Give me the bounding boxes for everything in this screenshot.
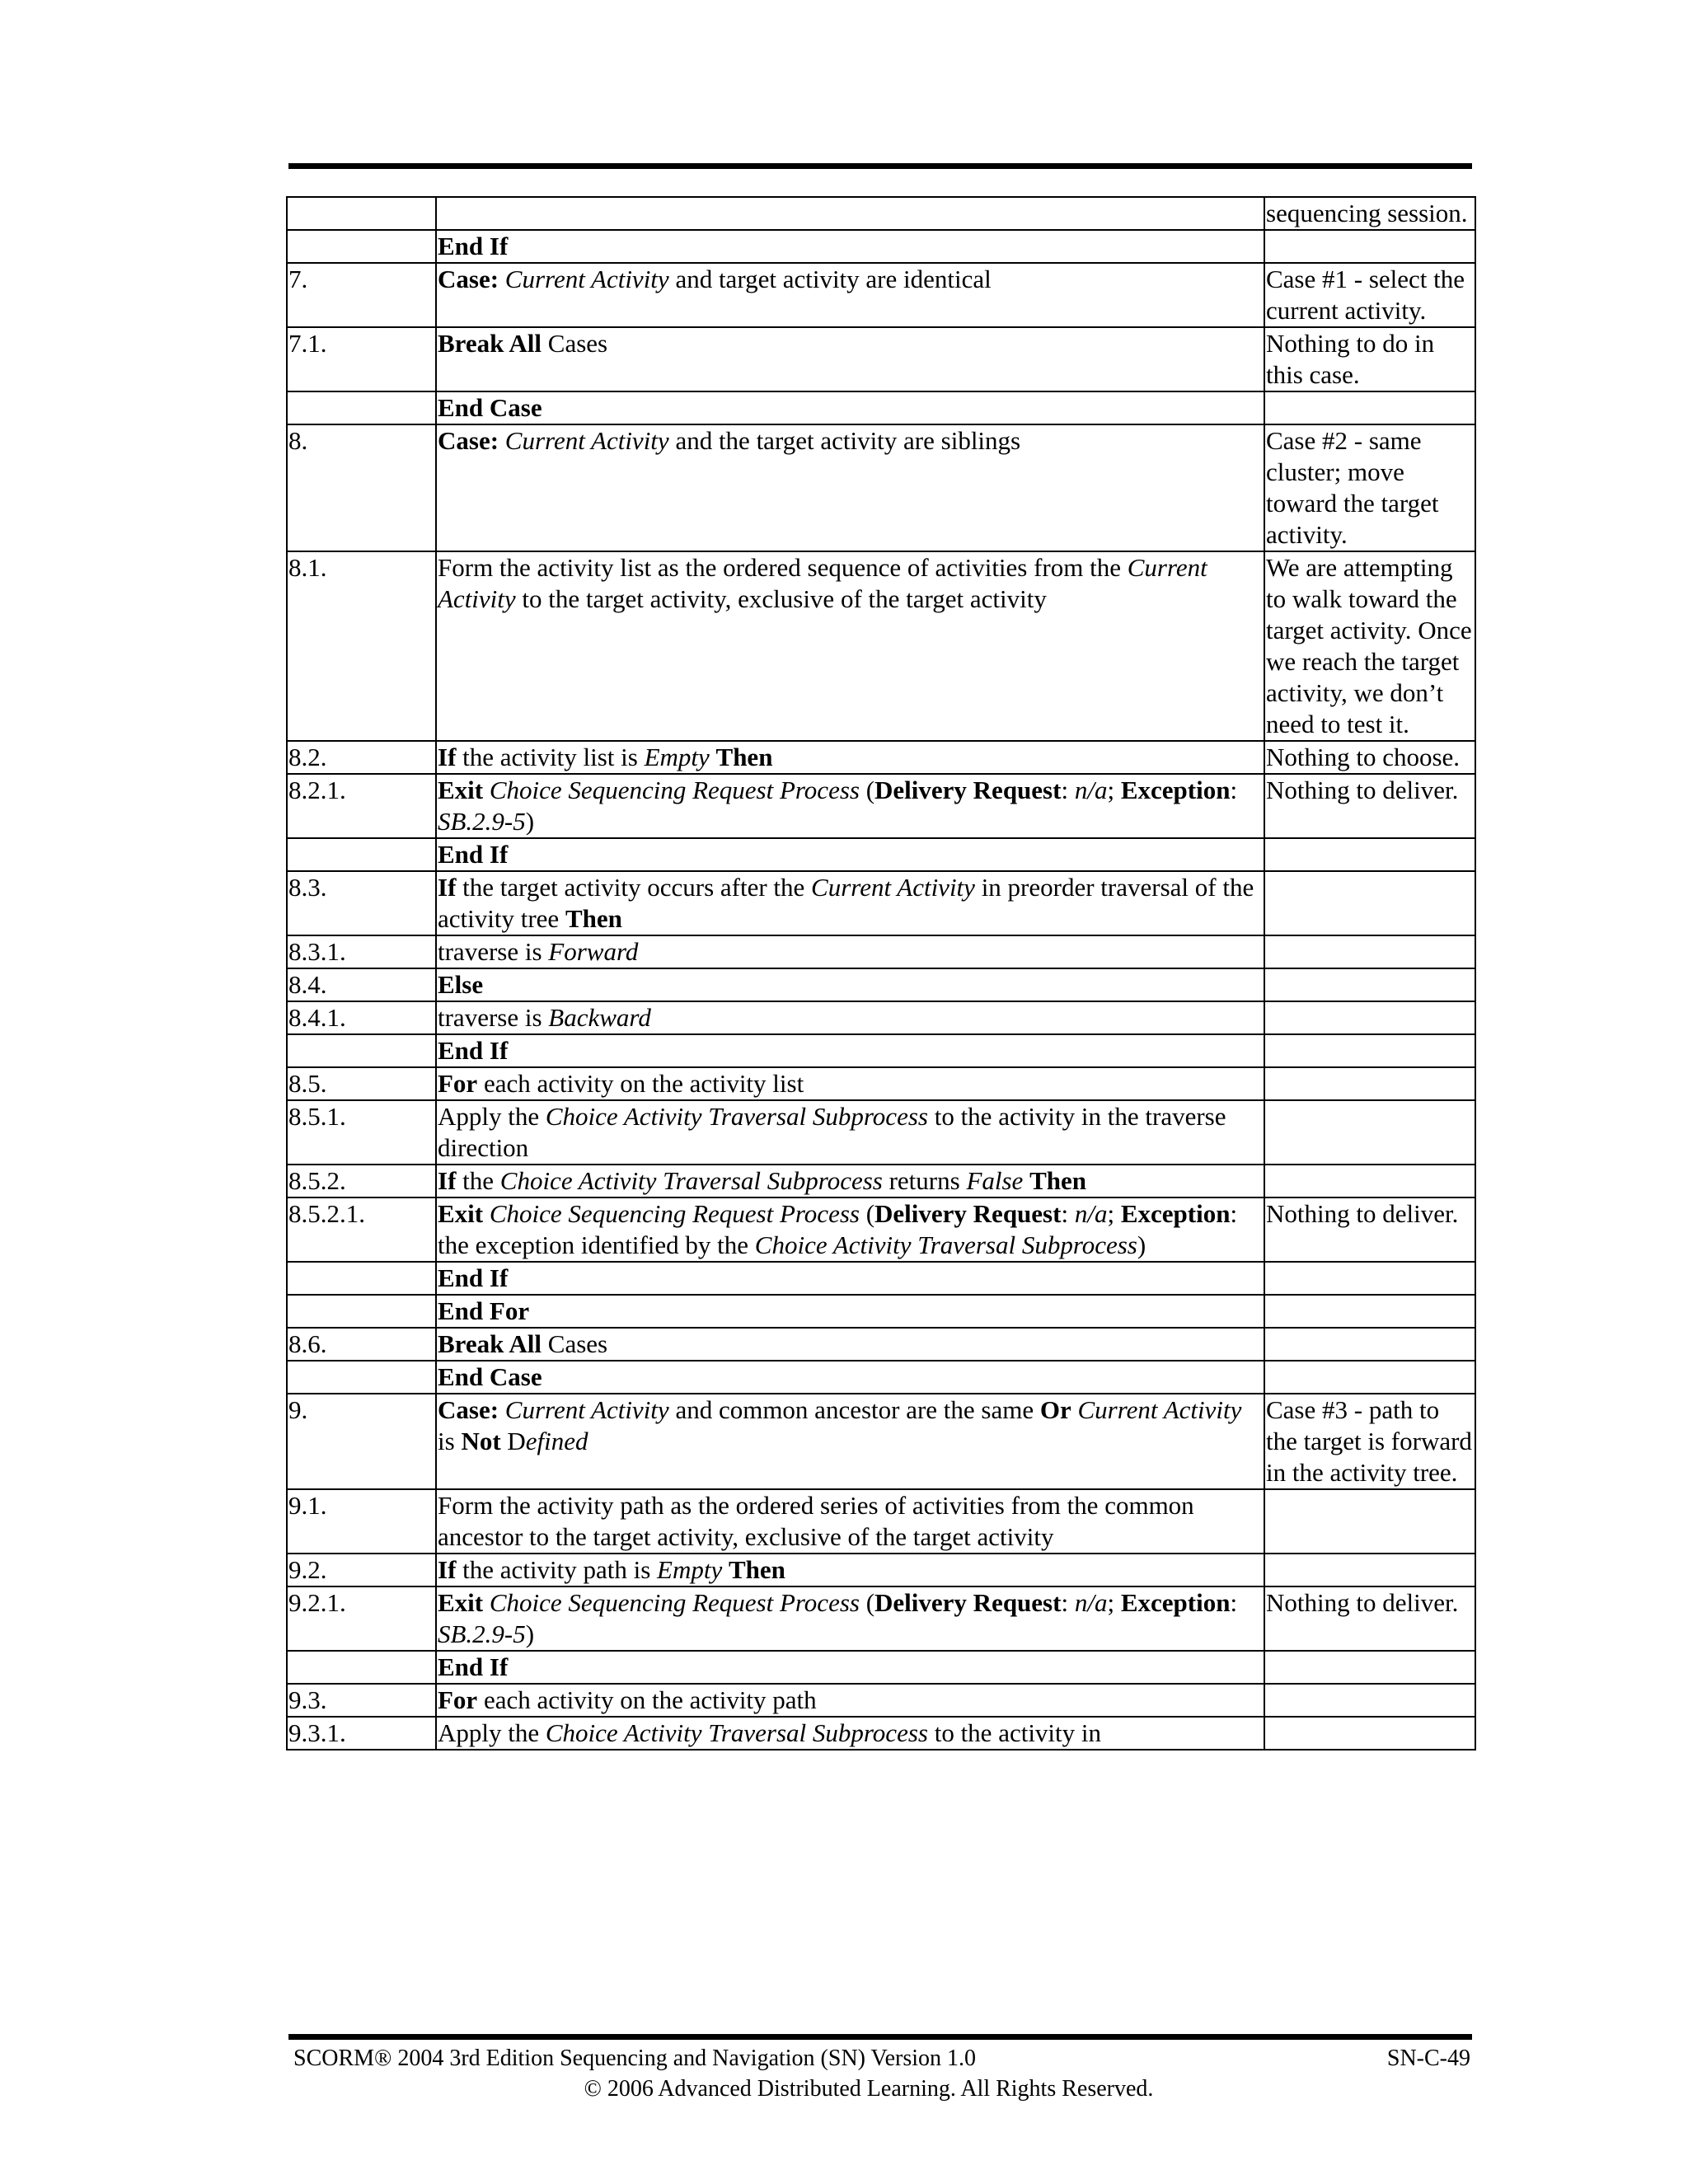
step-number: 8.2.: [287, 741, 436, 774]
step-comment: Case #3 - path to the target is forward in the activity tree.: [1264, 1394, 1475, 1489]
emphasis: n/a: [1074, 776, 1108, 804]
table-row: [287, 327, 1475, 391]
keyword: End If: [438, 1036, 509, 1065]
table-row: [287, 1034, 1475, 1067]
table-row: [287, 551, 1475, 741]
text-run: [499, 426, 505, 455]
text-run: (: [859, 1199, 875, 1228]
keyword: Case:: [438, 1395, 499, 1424]
text-run: each activity on the activity list: [477, 1069, 804, 1098]
keyword: Exit: [438, 1588, 484, 1617]
emphasis: Choice Sequencing Request Process: [489, 1588, 860, 1617]
step-number: [287, 1034, 436, 1067]
step-text: [436, 1717, 1264, 1750]
table-row: [287, 1717, 1475, 1750]
text-run: Apply the: [438, 1102, 546, 1131]
step-text: [436, 230, 1264, 263]
step-comment: [1264, 1001, 1475, 1034]
table-row: [287, 741, 1475, 774]
keyword: Delivery Request: [874, 1199, 1062, 1228]
step-number: 7.: [287, 263, 436, 327]
keyword: Then: [715, 743, 773, 771]
table-row: [287, 1100, 1475, 1165]
step-text: [436, 1262, 1264, 1295]
step-number: 7.1.: [287, 327, 436, 391]
step-comment: [1264, 1717, 1475, 1750]
text-run: the target activity occurs after the: [456, 873, 812, 902]
emphasis: Empty: [644, 743, 710, 771]
emphasis: Choice Activity Traversal Subprocess: [754, 1230, 1137, 1259]
text-run: in preorder traversal of the activity tree: [438, 873, 1254, 933]
step-text: [436, 1361, 1264, 1394]
keyword: Then: [565, 904, 622, 933]
emphasis: SB.2.9-5: [438, 1619, 526, 1648]
step-number: [287, 391, 436, 424]
step-comment: [1264, 1067, 1475, 1100]
keyword: Then: [728, 1555, 785, 1584]
step-text: [436, 1684, 1264, 1717]
emphasis: Choice Sequencing Request Process: [489, 1199, 860, 1228]
table-row: [287, 871, 1475, 935]
step-comment: sequencing session.: [1264, 197, 1475, 230]
step-comment: [1264, 230, 1475, 263]
step-comment: [1264, 1165, 1475, 1197]
text-run: [499, 265, 505, 293]
table-row: [287, 263, 1475, 327]
step-number: 8.2.1.: [287, 774, 436, 838]
text-run: : the exception identified by the: [438, 1199, 1238, 1259]
text-run: :: [1061, 1588, 1075, 1617]
table-row: [287, 774, 1475, 838]
keyword: End If: [438, 840, 509, 869]
step-number: 9.3.1.: [287, 1717, 436, 1750]
keyword: Exit: [438, 1199, 484, 1228]
step-text: [436, 1034, 1264, 1067]
step-number: 9.2.1.: [287, 1586, 436, 1651]
text-run: (: [859, 776, 875, 804]
emphasis: Forward: [548, 937, 639, 966]
step-number: [287, 197, 436, 230]
table-row: [287, 968, 1475, 1001]
step-number: 8.5.2.: [287, 1165, 436, 1197]
step-text: [436, 838, 1264, 871]
emphasis: Current Activity: [438, 553, 1207, 613]
step-number: 8.1.: [287, 551, 436, 741]
header-rule: [288, 163, 1472, 169]
table-row: [287, 230, 1475, 263]
step-number: [287, 1651, 436, 1684]
keyword: Then: [1029, 1166, 1086, 1195]
keyword: End If: [438, 1652, 509, 1681]
step-comment: [1264, 935, 1475, 968]
step-text: [436, 871, 1264, 935]
table-row: [287, 1554, 1475, 1586]
table-row: [287, 424, 1475, 551]
emphasis: n/a: [1074, 1199, 1108, 1228]
table-row: [287, 1651, 1475, 1684]
keyword: Break All: [438, 329, 542, 358]
step-number: 9.: [287, 1394, 436, 1489]
step-number: [287, 1295, 436, 1328]
footer-title: SCORM® 2004 3rd Edition Sequencing and Navigation (SN) Version 1.0: [293, 2046, 977, 2071]
keyword: Else: [438, 970, 484, 999]
step-comment: [1264, 871, 1475, 935]
table-row: [287, 1684, 1475, 1717]
step-number: 9.3.: [287, 1684, 436, 1717]
table-row: [287, 1001, 1475, 1034]
keyword: If: [438, 1166, 457, 1195]
text-run: :: [1230, 1588, 1238, 1617]
step-text: [436, 935, 1264, 968]
step-comment: Case #2 - same cluster; move toward the target activity.: [1264, 424, 1475, 551]
emphasis: Current Activity: [1077, 1395, 1242, 1424]
text-run: Apply the: [438, 1718, 546, 1747]
keyword: Exception: [1120, 776, 1231, 804]
keyword: End Case: [438, 1362, 542, 1391]
table-row: [287, 1262, 1475, 1295]
step-comment: [1264, 838, 1475, 871]
text-run: Cases: [542, 1329, 608, 1358]
step-number: 9.2.: [287, 1554, 436, 1586]
emphasis: Choice Activity Traversal Subprocess: [545, 1102, 928, 1131]
step-number: [287, 1262, 436, 1295]
text-run: [710, 743, 716, 771]
step-comment: We are attempting to walk toward the target activity. Once we reach the target activity, we don’t need to test it.: [1264, 551, 1475, 741]
step-comment: [1264, 968, 1475, 1001]
text-run: ;: [1107, 1199, 1121, 1228]
keyword: End Case: [438, 393, 542, 422]
table-row: [287, 1361, 1475, 1394]
step-comment: Nothing to deliver.: [1264, 774, 1475, 838]
table-row: [287, 391, 1475, 424]
text-run: [483, 1588, 490, 1617]
keyword: End For: [438, 1296, 530, 1325]
text-run: :: [1230, 776, 1238, 804]
step-comment: [1264, 1361, 1475, 1394]
step-number: 8.3.: [287, 871, 436, 935]
text-run: returns: [882, 1166, 967, 1195]
keyword: For: [438, 1685, 478, 1714]
text-run: traverse is: [438, 1003, 549, 1032]
table-row: [287, 1489, 1475, 1554]
step-text: [436, 391, 1264, 424]
keyword: End If: [438, 232, 509, 260]
emphasis: Current Activity: [811, 873, 975, 902]
emphasis: Empty: [657, 1555, 723, 1584]
step-text: [436, 1328, 1264, 1361]
text-run: :: [1061, 1199, 1075, 1228]
emphasis: Choice Activity Traversal Subprocess: [545, 1718, 928, 1747]
text-run: Form the activity path as the ordered series of activities from the common ancestor to the target activity, exclusive of the target activity: [438, 1491, 1194, 1551]
pseudocode-rows: [287, 197, 1475, 1750]
emphasis: SB.2.9-5: [438, 807, 526, 836]
keyword: Exception: [1120, 1199, 1231, 1228]
text-run: ): [525, 807, 535, 836]
text-run: ;: [1107, 776, 1121, 804]
step-text: [436, 1651, 1264, 1684]
table-row: [287, 935, 1475, 968]
step-number: [287, 1361, 436, 1394]
step-comment: [1264, 1034, 1475, 1067]
step-text: [436, 1100, 1264, 1165]
emphasis: efined: [525, 1427, 588, 1455]
step-comment: Nothing to choose.: [1264, 741, 1475, 774]
text-run: and the target activity are siblings: [668, 426, 1021, 455]
keyword: Break All: [438, 1329, 542, 1358]
emphasis: n/a: [1074, 1588, 1108, 1617]
step-number: 8.4.: [287, 968, 436, 1001]
text-run: Form the activity list as the ordered sequence of activities from the: [438, 553, 1128, 582]
step-comment: [1264, 391, 1475, 424]
keyword: Delivery Request: [874, 1588, 1062, 1617]
step-text: [436, 424, 1264, 551]
keyword: If: [438, 1555, 457, 1584]
step-text: [436, 1001, 1264, 1034]
table-row: [287, 197, 1475, 230]
step-text: [436, 1197, 1264, 1262]
step-text: [436, 1554, 1264, 1586]
emphasis: Choice Activity Traversal Subprocess: [499, 1166, 883, 1195]
step-text: [436, 1067, 1264, 1100]
text-run: [1071, 1395, 1078, 1424]
step-text: [436, 197, 1264, 230]
keyword: Delivery Request: [874, 776, 1062, 804]
text-run: and target activity are identical: [668, 265, 992, 293]
text-run: to the activity in the traverse direction: [438, 1102, 1226, 1162]
step-text: [436, 551, 1264, 741]
text-run: the: [456, 1166, 500, 1195]
emphasis: Current Activity: [504, 426, 669, 455]
step-number: 9.1.: [287, 1489, 436, 1554]
step-comment: [1264, 1684, 1475, 1717]
copyright-text: © 2006 Advanced Distributed Learning. All Rights Reserved.: [584, 2076, 1154, 2102]
step-text: [436, 1394, 1264, 1489]
step-number: 8.6.: [287, 1328, 436, 1361]
emphasis: Backward: [548, 1003, 651, 1032]
emphasis: Choice Sequencing Request Process: [489, 776, 860, 804]
keyword: Exit: [438, 776, 484, 804]
table-row: [287, 1394, 1475, 1489]
step-number: 8.4.1.: [287, 1001, 436, 1034]
step-comment: [1264, 1489, 1475, 1554]
keyword: Or: [1039, 1395, 1071, 1424]
keyword: Case:: [438, 426, 499, 455]
text-run: the activity list is: [456, 743, 645, 771]
text-run: [483, 1199, 490, 1228]
step-number: 8.5.: [287, 1067, 436, 1100]
keyword: Not: [461, 1427, 501, 1455]
step-text: [436, 1489, 1264, 1554]
step-text: [436, 1586, 1264, 1651]
text-run: ): [525, 1619, 535, 1648]
step-comment: [1264, 1295, 1475, 1328]
text-run: [722, 1555, 729, 1584]
step-comment: [1264, 1328, 1475, 1361]
keyword: For: [438, 1069, 478, 1098]
step-text: [436, 1295, 1264, 1328]
emphasis: Current Activity: [504, 265, 669, 293]
text-run: :: [1061, 776, 1075, 804]
text-run: and common ancestor are the same: [668, 1395, 1040, 1424]
text-run: traverse is: [438, 937, 549, 966]
step-number: 8.5.1.: [287, 1100, 436, 1165]
table-row: [287, 1586, 1475, 1651]
text-run: (: [859, 1588, 875, 1617]
step-number: 8.3.1.: [287, 935, 436, 968]
step-comment: [1264, 1100, 1475, 1165]
text-run: each activity on the activity path: [477, 1685, 817, 1714]
step-text: [436, 741, 1264, 774]
table-row: [287, 1295, 1475, 1328]
table-row: [287, 838, 1475, 871]
table-row: [287, 1067, 1475, 1100]
step-number: 8.: [287, 424, 436, 551]
text-run: [483, 776, 490, 804]
step-text: [436, 327, 1264, 391]
text-run: to the target activity, exclusive of the target activity: [515, 584, 1047, 613]
keyword: If: [438, 743, 457, 771]
step-comment: Nothing to deliver.: [1264, 1197, 1475, 1262]
text-run: Cases: [542, 329, 608, 358]
step-text: [436, 263, 1264, 327]
text-run: D: [500, 1427, 526, 1455]
step-comment: Case #1 - select the current activity.: [1264, 263, 1475, 327]
text-run: [1023, 1166, 1029, 1195]
text-run: to the activity in: [927, 1718, 1102, 1747]
step-comment: Nothing to deliver.: [1264, 1586, 1475, 1651]
text-run: is: [438, 1427, 462, 1455]
emphasis: False: [966, 1166, 1024, 1195]
keyword: Case:: [438, 265, 499, 293]
step-number: [287, 230, 436, 263]
pseudocode-table: [286, 196, 1476, 1750]
text-run: ;: [1107, 1588, 1121, 1617]
step-text: [436, 1165, 1264, 1197]
footer-copyright: [0, 2075, 1688, 2103]
step-comment: [1264, 1651, 1475, 1684]
text-run: ): [1137, 1230, 1146, 1259]
step-text: [436, 774, 1264, 838]
step-comment: [1264, 1262, 1475, 1295]
step-text: [436, 968, 1264, 1001]
keyword: If: [438, 873, 457, 902]
step-number: [287, 838, 436, 871]
text-run: the activity path is: [456, 1555, 658, 1584]
page-number: SN-C-49: [1386, 2046, 1470, 2071]
text-run: [499, 1395, 505, 1424]
footer-rule: [288, 2034, 1472, 2040]
table-row: [287, 1165, 1475, 1197]
table-row: [287, 1197, 1475, 1262]
step-comment: Nothing to do in this case.: [1264, 327, 1475, 391]
emphasis: Current Activity: [504, 1395, 669, 1424]
step-number: 8.5.2.1.: [287, 1197, 436, 1262]
keyword: Exception: [1120, 1588, 1231, 1617]
keyword: End If: [438, 1263, 509, 1292]
step-comment: [1264, 1554, 1475, 1586]
table-row: [287, 1328, 1475, 1361]
